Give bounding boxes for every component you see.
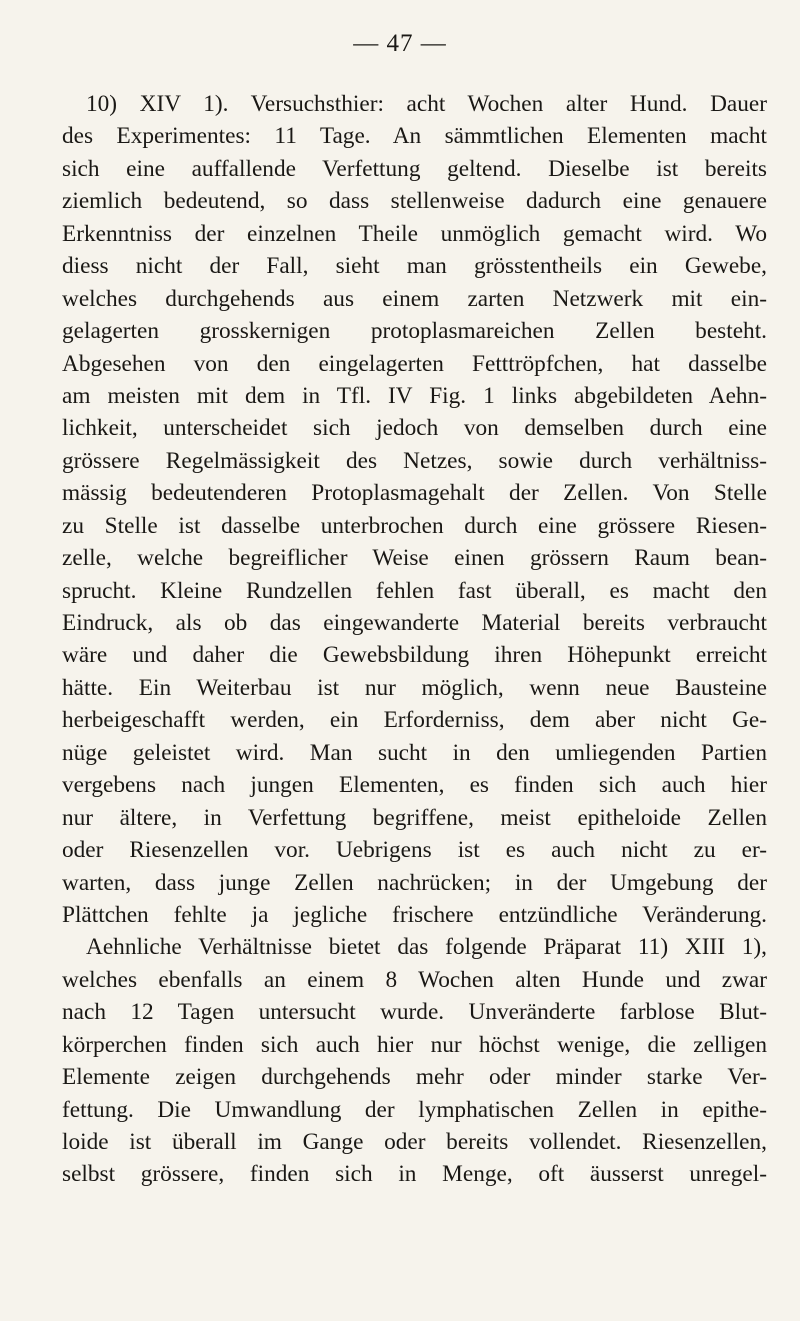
text-line: gelagerten grosskernigen protoplasmareichen Zellen besteht. xyxy=(62,318,767,345)
text-line: selbst grössere, finden sich in Menge, oft äusserst unregel- xyxy=(62,1161,767,1188)
text-line: herbeigeschafft werden, ein Erforderniss, dem aber nicht Ge- xyxy=(62,707,767,734)
text-line: oder Riesenzellen vor. Uebrigens ist es auch nicht zu er- xyxy=(62,837,767,864)
body-text xyxy=(62,88,767,1191)
text-line: nüge geleistet wird. Man sucht in den umliegenden Partien xyxy=(62,739,767,766)
text-line: vergebens nach jungen Elementen, es finden sich auch hier xyxy=(62,772,767,799)
text-line: grössere Regelmässigkeit des Netzes, sowie durch verhältniss- xyxy=(62,447,767,474)
text-line: zelle, welche begreiflicher Weise einen grössern Raum bean- xyxy=(62,545,767,572)
text-line: am meisten mit dem in Tfl. IV Fig. 1 links abgebildeten Aehn- xyxy=(62,382,767,409)
text-line: Abgesehen von den eingelagerten Fetttröpfchen, hat dasselbe xyxy=(62,350,767,377)
text-line: Eindruck, als ob das eingewanderte Material bereits verbraucht xyxy=(62,610,767,636)
text-line: sprucht. Kleine Rundzellen fehlen fast überall, es macht den xyxy=(62,577,767,604)
page-number: — 47 — xyxy=(353,30,447,57)
text-line: fettung. Die Umwandlung der lymphatischen Zellen in epithe- xyxy=(62,1096,767,1123)
text-line: körperchen finden sich auch hier nur höchst wenige, die zelligen xyxy=(62,1031,767,1058)
text-line: sich eine auffallende Verfettung geltend. Dieselbe ist bereits xyxy=(62,155,767,182)
text-line: lichkeit, unterscheidet sich jedoch von demselben durch eine xyxy=(62,415,767,442)
text-line: hätte. Ein Weiterbau ist nur möglich, wenn neue Bausteine xyxy=(62,674,767,701)
text-line: wäre und daher die Gewebsbildung ihren Höhepunkt erreicht xyxy=(62,642,767,669)
text-line: Aehnliche Verhältnisse bietet das folgende Präparat 11) XIII 1), xyxy=(86,934,767,961)
text-line: diess nicht der Fall, sieht man grösstentheils ein Gewebe, xyxy=(62,253,767,280)
text-line: des Experimentes: 11 Tage. An sämmtlichen Elementen macht xyxy=(62,123,767,150)
text-line: zu Stelle ist dasselbe unterbrochen durch eine grössere Riesen- xyxy=(62,512,767,539)
text-line: mässig bedeutenderen Protoplasmagehalt der Zellen. Von Stelle xyxy=(62,480,767,507)
text-line: nach 12 Tagen untersucht wurde. Unveränderte farblose Blut- xyxy=(62,999,767,1026)
text-line: welches ebenfalls an einem 8 Wochen alten Hunde und zwar xyxy=(62,966,767,993)
text-line: warten, dass junge Zellen nachrücken; in der Umgebung der xyxy=(62,869,767,896)
text-line: Plättchen fehlte ja jegliche frischere entzündliche Veränderung. xyxy=(62,901,767,928)
text-line: Elemente zeigen durchgehends mehr oder minder starke Ver- xyxy=(62,1064,767,1091)
text-line: Erkenntniss der einzelnen Theile unmöglich gemacht wird. Wo xyxy=(62,220,767,247)
text-line: welches durchgehends aus einem zarten Netzwerk mit ein- xyxy=(62,285,767,312)
text-line: loide ist überall im Gange oder bereits vollendet. Riesenzellen, xyxy=(62,1129,767,1155)
text-line: nur ältere, in Verfettung begriffene, meist epitheloide Zellen xyxy=(62,804,767,831)
text-line: ziemlich bedeutend, so dass stellenweise dadurch eine genauere xyxy=(62,188,767,215)
text-line: 10) XIV 1). Versuchsthier: acht Wochen alter Hund. Dauer xyxy=(86,91,767,117)
